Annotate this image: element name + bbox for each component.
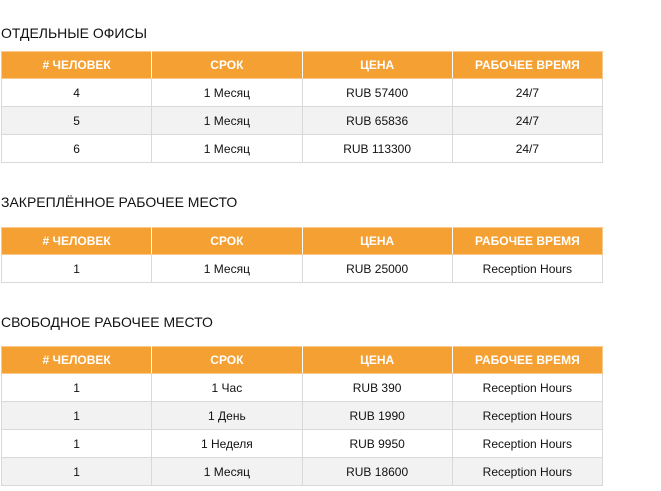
cell-people: 1 bbox=[2, 402, 152, 430]
column-header-people: # ЧЕЛОВЕК bbox=[2, 347, 152, 374]
cell-price: RUB 25000 bbox=[302, 255, 452, 283]
table-row bbox=[2, 255, 603, 283]
cell-term: 1 Месяц bbox=[152, 135, 302, 163]
table-row bbox=[2, 135, 603, 163]
column-header-hours: РАБОЧЕЕ ВРЕМЯ bbox=[452, 52, 602, 79]
table-row bbox=[2, 374, 603, 402]
cell-people: 5 bbox=[2, 107, 152, 135]
table-row bbox=[2, 430, 603, 458]
column-header-hours: РАБОЧЕЕ ВРЕМЯ bbox=[452, 347, 602, 374]
table-header-row bbox=[2, 228, 603, 255]
column-header-price: ЦЕНА bbox=[302, 347, 452, 374]
cell-hours: 24/7 bbox=[452, 79, 602, 107]
column-header-price: ЦЕНА bbox=[302, 228, 452, 255]
column-header-term: СРОК bbox=[152, 347, 302, 374]
table-header-row bbox=[2, 347, 603, 374]
column-header-hours: РАБОЧЕЕ ВРЕМЯ bbox=[452, 228, 602, 255]
cell-hours: Reception Hours bbox=[452, 374, 602, 402]
cell-people: 6 bbox=[2, 135, 152, 163]
section-title-fixed-desk: ЗАКРЕПЛЁННОЕ РАБОЧЕЕ МЕСТО bbox=[1, 194, 238, 210]
fixed-desk-table bbox=[1, 227, 603, 283]
table-header-row bbox=[2, 52, 603, 79]
cell-price: RUB 18600 bbox=[302, 458, 452, 486]
cell-term: 1 День bbox=[152, 402, 302, 430]
section-title-hot-desk: СВОБОДНОЕ РАБОЧЕЕ МЕСТО bbox=[1, 314, 213, 330]
cell-price: RUB 9950 bbox=[302, 430, 452, 458]
cell-price: RUB 65836 bbox=[302, 107, 452, 135]
cell-hours: Reception Hours bbox=[452, 430, 602, 458]
cell-term: 1 Месяц bbox=[152, 79, 302, 107]
cell-term: 1 Час bbox=[152, 374, 302, 402]
cell-people: 1 bbox=[2, 374, 152, 402]
private-offices-table bbox=[1, 51, 603, 163]
cell-term: 1 Неделя bbox=[152, 430, 302, 458]
cell-hours: Reception Hours bbox=[452, 458, 602, 486]
table-row bbox=[2, 458, 603, 486]
cell-term: 1 Месяц bbox=[152, 255, 302, 283]
column-header-price: ЦЕНА bbox=[302, 52, 452, 79]
column-header-people: # ЧЕЛОВЕК bbox=[2, 52, 152, 79]
cell-price: RUB 1990 bbox=[302, 402, 452, 430]
table-row bbox=[2, 402, 603, 430]
section-title-private-offices: ОТДЕЛЬНЫЕ ОФИСЫ bbox=[1, 25, 148, 41]
cell-price: RUB 390 bbox=[302, 374, 452, 402]
table-row bbox=[2, 79, 603, 107]
cell-people: 1 bbox=[2, 255, 152, 283]
column-header-term: СРОК bbox=[152, 228, 302, 255]
cell-hours: 24/7 bbox=[452, 135, 602, 163]
cell-hours: Reception Hours bbox=[452, 255, 602, 283]
cell-hours: 24/7 bbox=[452, 107, 602, 135]
cell-price: RUB 113300 bbox=[302, 135, 452, 163]
column-header-people: # ЧЕЛОВЕК bbox=[2, 228, 152, 255]
cell-term: 1 Месяц bbox=[152, 458, 302, 486]
table-row bbox=[2, 107, 603, 135]
cell-price: RUB 57400 bbox=[302, 79, 452, 107]
cell-people: 4 bbox=[2, 79, 152, 107]
cell-people: 1 bbox=[2, 458, 152, 486]
column-header-term: СРОК bbox=[152, 52, 302, 79]
cell-term: 1 Месяц bbox=[152, 107, 302, 135]
cell-people: 1 bbox=[2, 430, 152, 458]
cell-hours: Reception Hours bbox=[452, 402, 602, 430]
hot-desk-table bbox=[1, 346, 603, 486]
